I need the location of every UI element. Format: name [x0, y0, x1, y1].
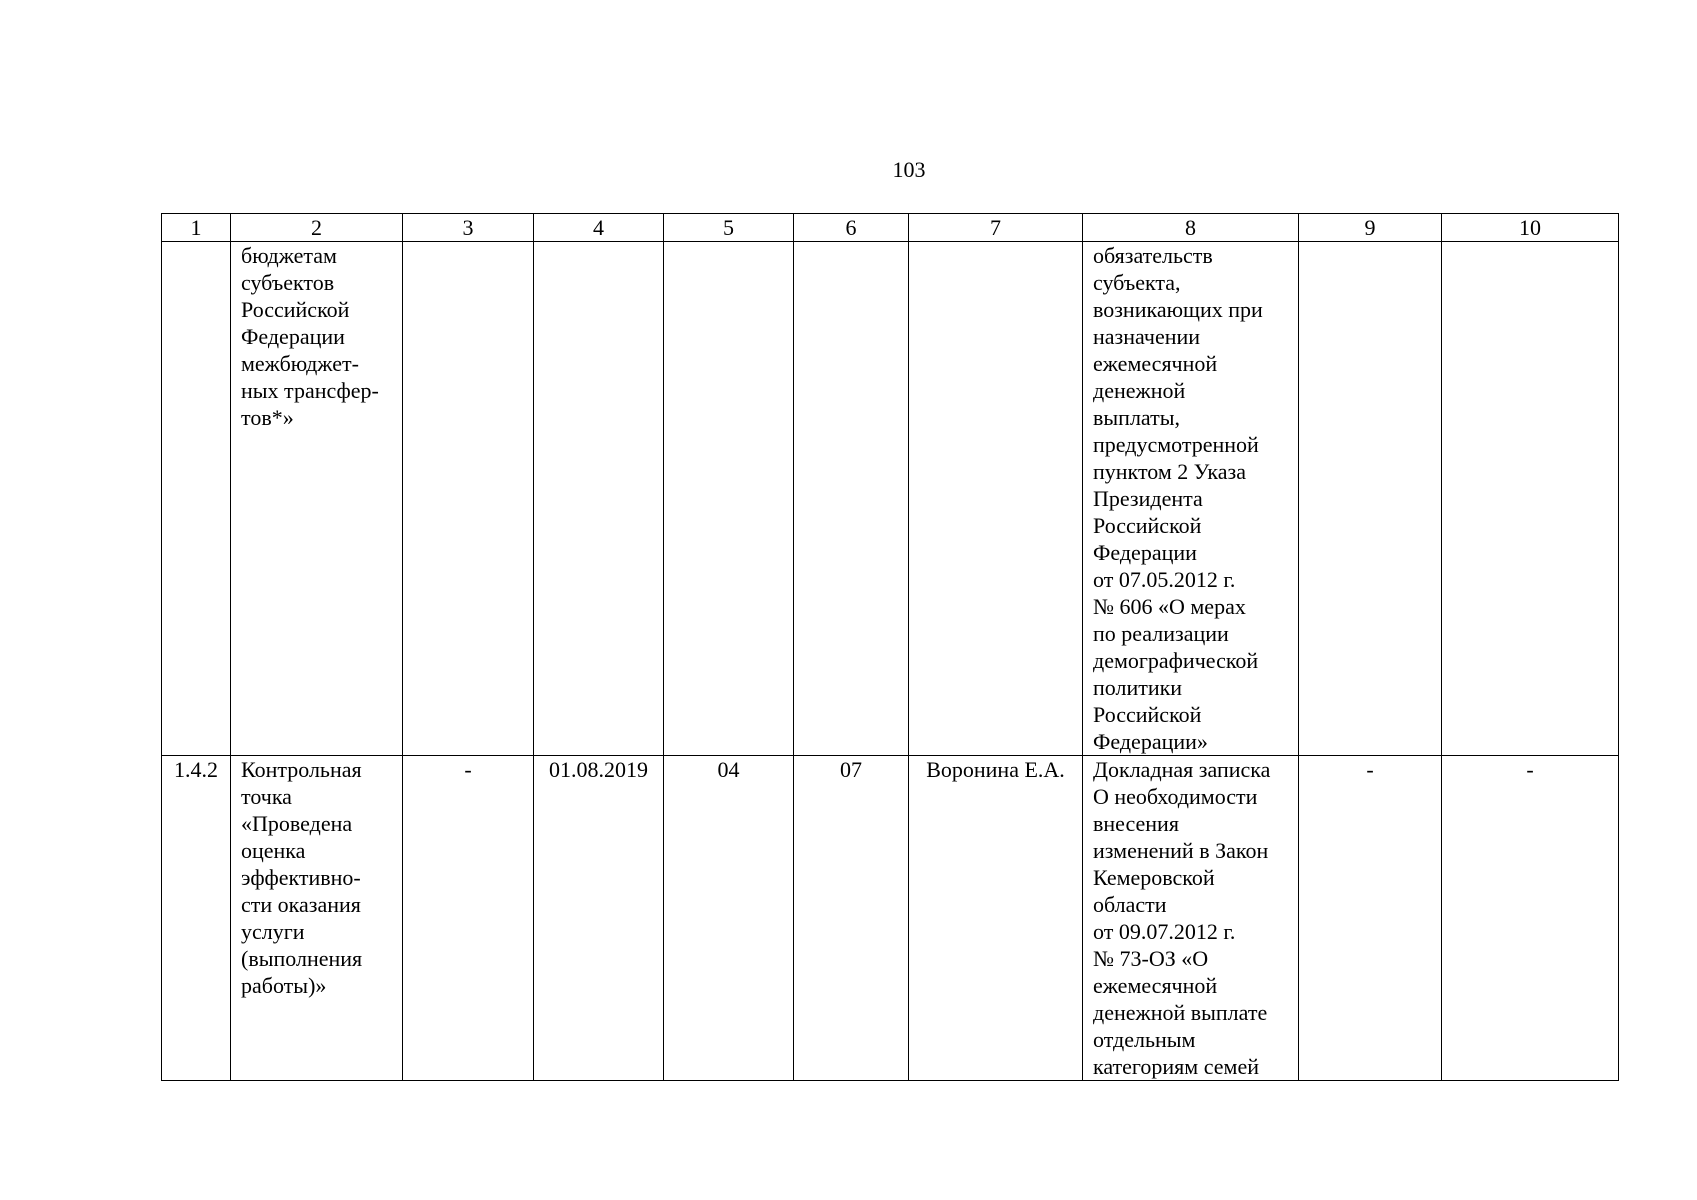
text-line: работы)» [241, 973, 327, 998]
cell-event-name [231, 242, 403, 756]
header-cell-2: 2 [231, 214, 403, 242]
text-line: субъекта, [1093, 270, 1181, 295]
cell-col10 [1442, 242, 1619, 756]
text-line: Федерации [1093, 540, 1197, 565]
text-line: по реализации [1093, 621, 1229, 646]
cell-col6 [794, 242, 909, 756]
cell-number [162, 242, 231, 756]
table-header-row [162, 214, 1619, 242]
text-line: Российской [1093, 513, 1202, 538]
text-line: категориям семей [1093, 1054, 1259, 1079]
text-line: Российской [1093, 702, 1202, 727]
text-line: ных трансфер- [241, 378, 379, 403]
cell-col5: 04 [664, 756, 794, 1081]
text-line: эффективно- [241, 865, 361, 890]
text-line: Федерации» [1093, 729, 1208, 754]
text-line: Докладная записка [1093, 757, 1271, 782]
page-number: 103 [892, 157, 926, 182]
text-line: пунктом 2 Указа [1093, 459, 1246, 484]
cell-col7 [909, 242, 1083, 756]
cell-document [1083, 242, 1299, 756]
text-line: тов*» [241, 405, 294, 430]
text-line: денежной выплате [1093, 1000, 1268, 1025]
cell-col5 [664, 242, 794, 756]
text-line: точка [241, 784, 292, 809]
cell-document [1083, 756, 1299, 1081]
text-line: демографической [1093, 648, 1259, 673]
text-line: денежной [1093, 378, 1186, 403]
text-line: сти оказания [241, 892, 361, 917]
table-row-1-4-2 [162, 756, 1619, 1081]
text-line: № 606 «О мерах [1093, 594, 1246, 619]
header-cell-10: 10 [1442, 214, 1619, 242]
cell-date: 01.08.2019 [534, 756, 664, 1081]
text-line: Российской [241, 297, 350, 322]
text-line: Кемеровской [1093, 865, 1215, 890]
text-line: возникающих при [1093, 297, 1263, 322]
text-line: выплаты, [1093, 405, 1181, 430]
text-line: Контрольная [241, 757, 362, 782]
text-line: изменений в Закон [1093, 838, 1269, 863]
text-line: Федерации [241, 324, 345, 349]
text-line: О необходимости [1093, 784, 1258, 809]
text-line: № 73-ОЗ «О [1093, 946, 1209, 971]
text-line: ежемесячной [1093, 973, 1218, 998]
text-line: отдельным [1093, 1027, 1196, 1052]
text-line: политики [1093, 675, 1183, 700]
text-line: внесения [1093, 811, 1179, 836]
text-line: бюджетам [241, 243, 337, 268]
text-line: Президента [1093, 486, 1203, 511]
text-line: услуги [241, 919, 305, 944]
text-line: оценка [241, 838, 306, 863]
text-line: ежемесячной [1093, 351, 1218, 376]
cell-col4 [534, 242, 664, 756]
text-line: межбюджет- [241, 351, 359, 376]
cell-col6: 07 [794, 756, 909, 1081]
cell-responsible: Воронина Е.А. [909, 756, 1083, 1081]
header-cell-6: 6 [794, 214, 909, 242]
header-cell-1: 1 [162, 214, 231, 242]
header-cell-5: 5 [664, 214, 794, 242]
text-line: от 09.07.2012 г. [1093, 919, 1236, 944]
text-line: обязательств [1093, 243, 1213, 268]
cell-event-name [231, 756, 403, 1081]
text-line: от 07.05.2012 г. [1093, 567, 1236, 592]
cell-col9 [1299, 242, 1442, 756]
text-line: субъектов [241, 270, 335, 295]
table-row-continued [162, 242, 1619, 756]
text-line: (выполнения [241, 946, 363, 971]
text-line: «Проведена [241, 811, 353, 836]
text-line: предусмотренной [1093, 432, 1259, 457]
cell-col9: - [1299, 756, 1442, 1081]
cell-number: 1.4.2 [162, 756, 231, 1081]
header-cell-9: 9 [1299, 214, 1442, 242]
header-cell-8: 8 [1083, 214, 1299, 242]
header-cell-4: 4 [534, 214, 664, 242]
text-line: назначении [1093, 324, 1201, 349]
document-table [161, 213, 1619, 1081]
cell-col3 [403, 242, 534, 756]
cell-col3: - [403, 756, 534, 1081]
text-line: области [1093, 892, 1167, 917]
cell-col10: - [1442, 756, 1619, 1081]
header-cell-3: 3 [403, 214, 534, 242]
header-cell-7: 7 [909, 214, 1083, 242]
